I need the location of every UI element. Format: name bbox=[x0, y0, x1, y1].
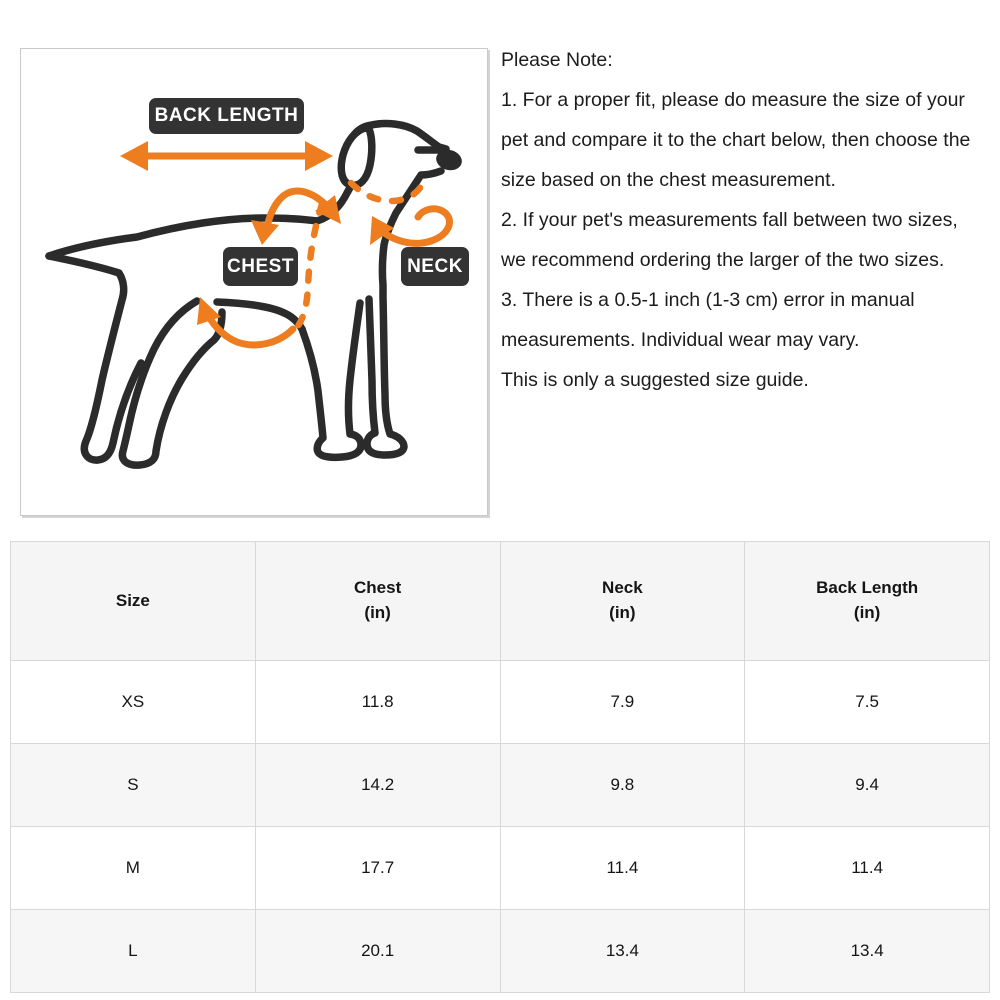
chest-badge: CHEST bbox=[223, 247, 298, 286]
neck-girth-arrow bbox=[351, 183, 450, 245]
note-line: 3. There is a 0.5-1 inch (1-3 cm) error in manual bbox=[501, 289, 915, 311]
dog-throat-front-leg bbox=[367, 171, 441, 455]
back-length-badge: BACK LENGTH bbox=[149, 98, 304, 134]
table-cell-back_length: 7.5 bbox=[745, 661, 990, 744]
table-cell-back_length: 13.4 bbox=[745, 910, 990, 993]
note-line: This is only a suggested size guide. bbox=[501, 369, 809, 391]
note-line: size based on the chest measurement. bbox=[501, 169, 836, 191]
column-unit: (in) bbox=[364, 603, 391, 622]
table-row bbox=[11, 744, 990, 827]
table-cell-back_length: 9.4 bbox=[745, 744, 990, 827]
notes bbox=[501, 40, 997, 400]
note-line: 2. If your pet's measurements fall between two sizes, bbox=[501, 209, 958, 231]
note-line: measurements. Individual wear may vary. bbox=[501, 329, 860, 351]
size-chart-header bbox=[11, 542, 990, 661]
table-row bbox=[11, 661, 990, 744]
table-cell-size: M bbox=[11, 827, 256, 910]
table-cell-size: XS bbox=[11, 661, 256, 744]
column-header: Chest (in) bbox=[255, 542, 500, 661]
table-cell-chest: 14.2 bbox=[255, 744, 500, 827]
note-line: pet and compare it to the chart below, then choose the bbox=[501, 129, 971, 151]
table-cell-neck: 7.9 bbox=[500, 661, 745, 744]
column-header: Back Length (in) bbox=[745, 542, 990, 661]
size-chart-body bbox=[11, 661, 990, 993]
table-cell-chest: 11.8 bbox=[255, 661, 500, 744]
table-row bbox=[11, 827, 990, 910]
size-chart-table bbox=[10, 541, 990, 993]
note-line: 1. For a proper fit, please do measure the size of your bbox=[501, 89, 965, 111]
header-row bbox=[11, 542, 990, 661]
dog-rear-leg-front bbox=[122, 301, 222, 465]
table-cell-size: S bbox=[11, 744, 256, 827]
column-header: Neck (in) bbox=[500, 542, 745, 661]
note-line: we recommend ordering the larger of the two sizes. bbox=[501, 249, 945, 271]
table-cell-neck: 11.4 bbox=[500, 827, 745, 910]
dog-belly-line bbox=[217, 302, 302, 329]
table-cell-neck: 13.4 bbox=[500, 910, 745, 993]
table-cell-size: L bbox=[11, 910, 256, 993]
table-cell-neck: 9.8 bbox=[500, 744, 745, 827]
note-line: Please Note: bbox=[501, 49, 613, 71]
table-cell-back_length: 11.4 bbox=[745, 827, 990, 910]
column-header: Size bbox=[11, 542, 256, 661]
column-unit: (in) bbox=[609, 603, 636, 622]
table-row bbox=[11, 910, 990, 993]
column-unit: (in) bbox=[853, 603, 881, 622]
back-length-double-arrow bbox=[120, 141, 333, 171]
table-cell-chest: 20.1 bbox=[255, 910, 500, 993]
dog-measurement-diagram bbox=[20, 48, 488, 516]
table-cell-chest: 17.7 bbox=[255, 827, 500, 910]
dog-front-leg-near bbox=[302, 303, 361, 457]
dog-ear bbox=[341, 128, 372, 185]
neck-badge: NECK bbox=[401, 247, 469, 286]
